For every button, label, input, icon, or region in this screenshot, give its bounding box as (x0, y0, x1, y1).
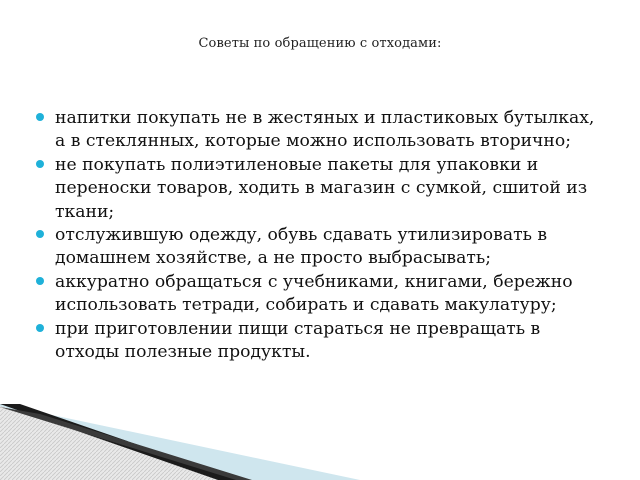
list-item (36, 318, 606, 365)
list-item (36, 224, 606, 271)
bullet-dot-icon (36, 230, 44, 238)
list-item-text: отслужившую одежду, обувь сдавать утилизировать в домашнем хозяйстве, а не просто выбрасывать; (55, 225, 548, 269)
list-item-text: аккуратно обращаться с учебниками, книгами, бережно использовать тетради, собирать и сдавать макулатуру; (55, 271, 573, 316)
advice-list (36, 107, 606, 364)
bullet-dot-icon (36, 277, 44, 285)
list-item-text: при приготовлении пищи стараться не превращать в отходы полезные продукты. (55, 318, 541, 363)
slide-title: Советы по обращению с отходами: (198, 36, 442, 51)
list-item-text: напитки покупать не в жестяных и пластиковых бутылках, а в стеклянных, которые можно использовать вторично; (55, 108, 595, 152)
list-item-text: не покупать полиэтиленовые пакеты для упаковки и переноски товаров, ходить в магазин с сумкой, сшитой из ткани; (55, 154, 588, 222)
list-item (36, 107, 606, 154)
list-item (36, 271, 606, 318)
bullet-dot-icon (36, 324, 44, 332)
bullet-dot-icon (36, 113, 44, 121)
bullet-dot-icon (36, 160, 44, 168)
list-item (36, 154, 606, 224)
corner-decoration (0, 380, 640, 480)
